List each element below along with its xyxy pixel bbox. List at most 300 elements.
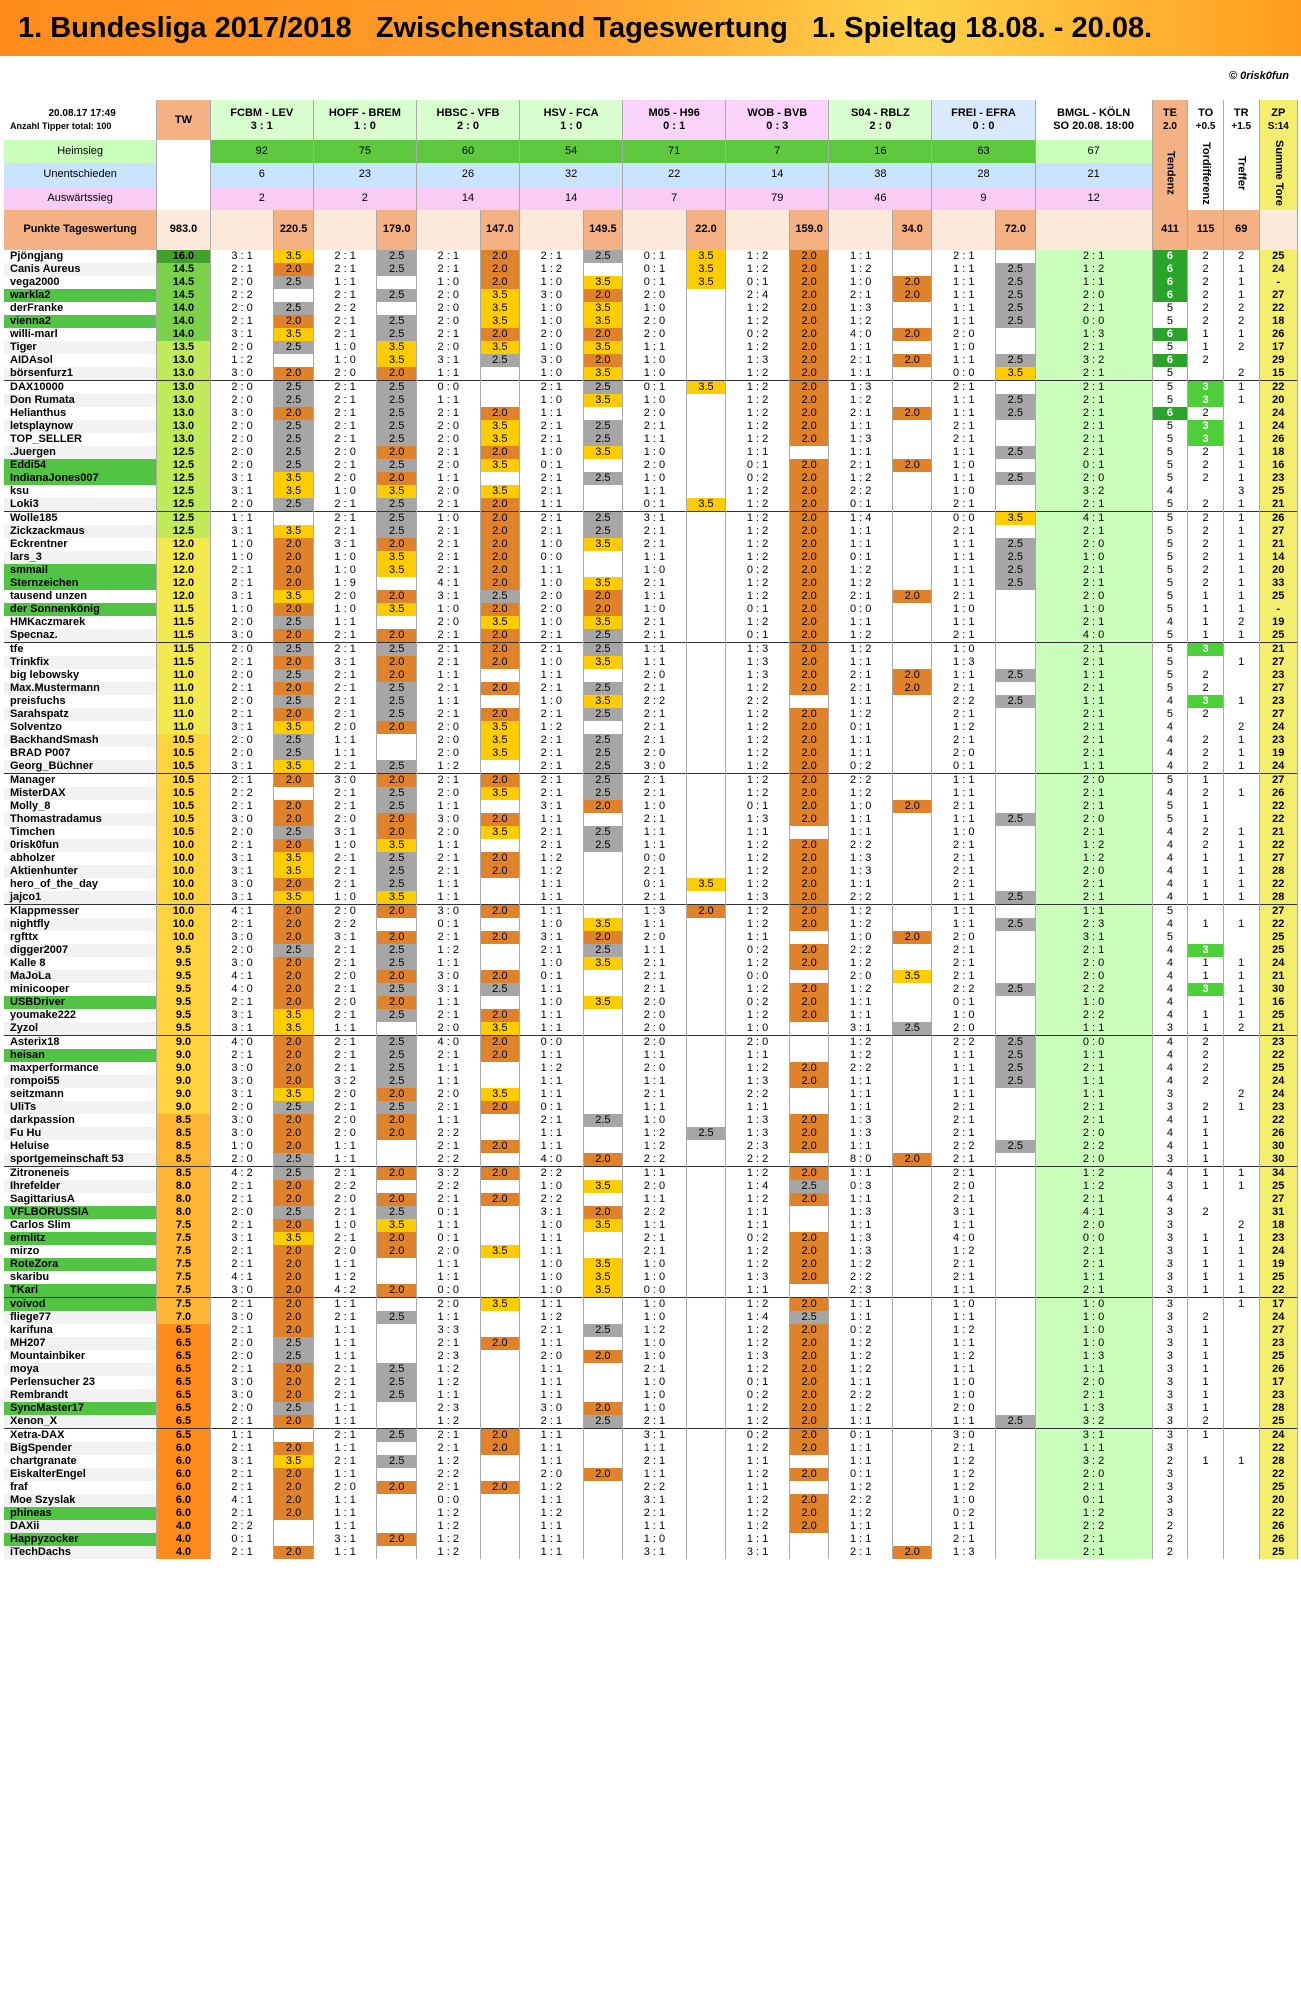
- tip-points: 2.5: [996, 891, 1035, 905]
- tip-points: 3.5: [274, 485, 313, 498]
- to-value: 3: [1188, 380, 1224, 394]
- tip-score: 0 : 0: [623, 852, 687, 865]
- tip-score: 2 : 1: [829, 1546, 893, 1559]
- tip-points: 2.0: [480, 1442, 519, 1455]
- tip-points: 2.0: [274, 1180, 313, 1193]
- player-name: IndianaJones007: [4, 472, 157, 485]
- player-name: Xenon_X: [4, 1415, 157, 1429]
- tw-value: 13.5: [157, 341, 210, 354]
- tip-points: [480, 1258, 519, 1271]
- tip-points: 2.0: [377, 931, 416, 944]
- to-value: [1188, 1468, 1224, 1481]
- tip-score: 1 : 1: [520, 1049, 584, 1062]
- tip-score: 1 : 0: [932, 603, 996, 616]
- player-name: DAXii: [4, 1520, 157, 1533]
- tr-value: [1223, 1035, 1259, 1049]
- tip-score: 2 : 1: [932, 1153, 996, 1167]
- tip-points: 2.5: [274, 826, 313, 839]
- tip-score: 1 : 1: [313, 734, 377, 747]
- tw-value: 14.5: [157, 263, 210, 276]
- te-value: 4: [1152, 1009, 1188, 1022]
- tip-score: 2 : 0: [210, 669, 274, 682]
- tip-score: 1 : 1: [932, 813, 996, 826]
- tip-score: 1 : 1: [520, 1546, 584, 1559]
- tip-score: 1 : 1: [829, 1297, 893, 1311]
- player-name: Eddi54: [4, 459, 157, 472]
- tip-open-match: 2 : 2: [1035, 1520, 1152, 1533]
- tip-score: 1 : 1: [313, 1324, 377, 1337]
- tip-score: 1 : 0: [520, 276, 584, 289]
- tip-score: 1 : 1: [932, 1049, 996, 1062]
- te-value: 4: [1152, 918, 1188, 931]
- tip-points: 2.0: [480, 1009, 519, 1022]
- tip-score: 1 : 1: [726, 826, 790, 839]
- zp-value: 23: [1259, 1035, 1297, 1049]
- tip-score: 2 : 1: [210, 1258, 274, 1271]
- tip-score: 1 : 1: [623, 1101, 687, 1114]
- te-value: 6: [1152, 276, 1188, 289]
- tip-score: 4 : 1: [210, 970, 274, 983]
- stat-value: 60: [416, 140, 519, 163]
- tip-points: 2.0: [789, 341, 828, 354]
- tip-points: [686, 315, 725, 328]
- zp-value: 17: [1259, 1297, 1297, 1311]
- tip-points: [892, 1494, 931, 1507]
- tr-value: 1: [1223, 747, 1259, 760]
- tip-points: [996, 970, 1035, 983]
- tip-score: 2 : 1: [313, 250, 377, 263]
- tip-points: [480, 1219, 519, 1232]
- tip-points: 2.0: [892, 931, 931, 944]
- tip-open-match: 2 : 1: [1035, 747, 1152, 760]
- tr-value: 1: [1223, 629, 1259, 643]
- zp-value: 20: [1259, 394, 1297, 407]
- tip-score: 2 : 0: [210, 302, 274, 315]
- tip-points: 2.5: [996, 446, 1035, 459]
- tw-value: 10.5: [157, 734, 210, 747]
- te-value: 5: [1152, 498, 1188, 512]
- tip-score: 2 : 1: [623, 1232, 687, 1245]
- te-value: 3: [1152, 1415, 1188, 1429]
- tr-value: [1223, 773, 1259, 787]
- player-name: BackhandSmash: [4, 734, 157, 747]
- table-row: [4, 747, 1298, 760]
- tip-points: 2.5: [789, 1311, 828, 1324]
- tip-score: 1 : 1: [932, 315, 996, 328]
- player-name: phineas: [4, 1507, 157, 1520]
- tip-points: [686, 1284, 725, 1298]
- tip-score: 2 : 1: [623, 1415, 687, 1429]
- tip-points: [892, 380, 931, 394]
- tip-points: [892, 1193, 931, 1206]
- tip-points: [892, 1127, 931, 1140]
- tip-open-match: 2 : 0: [1035, 865, 1152, 878]
- tw-value: 4.0: [157, 1520, 210, 1533]
- tip-points: [686, 708, 725, 721]
- to-value: 1: [1188, 1428, 1224, 1442]
- tip-score: 2 : 0: [313, 721, 377, 734]
- tip-score: 2 : 1: [210, 263, 274, 276]
- tip-points: 2.0: [789, 276, 828, 289]
- tip-points: [480, 800, 519, 813]
- table-row: [4, 1455, 1298, 1468]
- table-row: [4, 1324, 1298, 1337]
- tip-score: 1 : 1: [313, 747, 377, 760]
- tip-score: 2 : 1: [623, 616, 687, 629]
- tip-points: [686, 996, 725, 1009]
- tw-value: 6.0: [157, 1494, 210, 1507]
- page-title: 1. Bundesliga 2017/2018 Zwischenstand Tageswertung 1. Spieltag 18.08. - 20.08.: [18, 11, 1153, 44]
- tip-points: 2.5: [274, 276, 313, 289]
- vertical-label: Tordifferenz: [1200, 141, 1213, 205]
- tip-points: 2.5: [996, 263, 1035, 276]
- tip-points: [892, 996, 931, 1009]
- tip-score: 2 : 0: [416, 485, 480, 498]
- tip-points: 2.5: [892, 1022, 931, 1036]
- tip-score: 0 : 1: [416, 1206, 480, 1219]
- tip-score: 1 : 2: [726, 839, 790, 852]
- tip-open-match: 2 : 1: [1035, 341, 1152, 354]
- table-row: [4, 682, 1298, 695]
- tip-points: 3.5: [583, 1180, 622, 1193]
- tip-points: 2.0: [789, 1114, 828, 1127]
- tip-score: 2 : 2: [829, 839, 893, 852]
- tip-score: 1 : 2: [416, 944, 480, 957]
- tip-points: [686, 564, 725, 577]
- tip-score: 2 : 1: [416, 498, 480, 512]
- tip-open-match: 0 : 1: [1035, 459, 1152, 472]
- tip-points: [377, 1271, 416, 1284]
- tip-points: 2.5: [274, 695, 313, 708]
- tip-score: 1 : 0: [520, 656, 584, 669]
- to-value: 1: [1188, 865, 1224, 878]
- tip-open-match: 2 : 1: [1035, 1546, 1152, 1559]
- stat-value: 26: [416, 163, 519, 186]
- tip-score: 1 : 1: [520, 891, 584, 905]
- tip-points: [686, 1271, 725, 1284]
- to-value: [1188, 1297, 1224, 1311]
- tip-points: 2.5: [274, 446, 313, 459]
- tip-score: 2 : 1: [829, 669, 893, 682]
- tip-points: 2.5: [583, 1415, 622, 1429]
- table-row: [4, 1258, 1298, 1271]
- tr-value: [1223, 1363, 1259, 1376]
- tip-score: 1 : 2: [829, 1337, 893, 1350]
- tip-score: 3 : 1: [313, 1533, 377, 1546]
- tip-score: 2 : 1: [623, 957, 687, 970]
- tip-score: 2 : 1: [210, 1415, 274, 1429]
- tip-score: 3 : 0: [210, 957, 274, 970]
- tip-score: 1 : 1: [520, 878, 584, 891]
- tip-points: 2.0: [789, 852, 828, 865]
- tr-value: 1: [1223, 459, 1259, 472]
- tip-points: [686, 734, 725, 747]
- tip-points: [583, 407, 622, 420]
- tip-points: 2.5: [377, 315, 416, 328]
- tip-score: 1 : 2: [623, 1324, 687, 1337]
- tip-open-match: 1 : 1: [1035, 1022, 1152, 1036]
- player-name: BRAD P007: [4, 747, 157, 760]
- te-value: 4: [1152, 747, 1188, 760]
- tip-score: 2 : 1: [210, 996, 274, 1009]
- tip-points: 3.5: [686, 498, 725, 512]
- tip-score: 2 : 0: [932, 1402, 996, 1415]
- tip-points: 2.5: [274, 1153, 313, 1167]
- player-name: Happyzocker: [4, 1533, 157, 1546]
- tip-points: [377, 1337, 416, 1350]
- tip-points: [686, 918, 725, 931]
- tip-points: 2.0: [377, 773, 416, 787]
- te-value: 3: [1152, 1088, 1188, 1101]
- tip-score: 2 : 1: [829, 289, 893, 302]
- tip-points: 2.0: [480, 551, 519, 564]
- tip-points: [377, 918, 416, 931]
- tip-points: 2.0: [789, 498, 828, 512]
- punkte-value: 147.0: [480, 210, 519, 250]
- tw-value: 12.5: [157, 446, 210, 459]
- tip-score: 1 : 1: [829, 1140, 893, 1153]
- player-name: AIDAsol: [4, 354, 157, 367]
- tip-points: [583, 1035, 622, 1049]
- tip-points: 2.0: [377, 669, 416, 682]
- tip-points: [686, 1533, 725, 1546]
- tw-value: 10.0: [157, 904, 210, 918]
- tip-points: 2.0: [583, 289, 622, 302]
- zp-value: 22: [1259, 813, 1297, 826]
- tip-points: 2.5: [996, 577, 1035, 590]
- tip-score: 0 : 0: [416, 1284, 480, 1298]
- tip-points: [996, 1494, 1035, 1507]
- tip-points: 3.5: [274, 1022, 313, 1036]
- player-name: karifuna: [4, 1324, 157, 1337]
- tip-open-match: 0 : 1: [1035, 1494, 1152, 1507]
- tr-value: 1: [1223, 420, 1259, 433]
- tip-points: 2.0: [789, 407, 828, 420]
- te-value: 5: [1152, 420, 1188, 433]
- tip-points: 2.0: [789, 773, 828, 787]
- tw-value: 7.5: [157, 1245, 210, 1258]
- to-value: 2: [1188, 682, 1224, 695]
- tip-points: 2.0: [583, 800, 622, 813]
- tip-score: 3 : 1: [210, 525, 274, 538]
- tip-points: [480, 944, 519, 957]
- tw-value: 6.0: [157, 1455, 210, 1468]
- stat-value: 14: [416, 187, 519, 210]
- tip-score: 1 : 1: [829, 813, 893, 826]
- tip-score: 1 : 2: [932, 1455, 996, 1468]
- tip-score: 1 : 0: [313, 341, 377, 354]
- te-value: 3: [1152, 1507, 1188, 1520]
- tip-points: [892, 944, 931, 957]
- tip-points: [892, 302, 931, 315]
- tr-value: [1223, 1193, 1259, 1206]
- tip-score: 2 : 0: [210, 498, 274, 512]
- tip-score: 1 : 2: [210, 354, 274, 367]
- tip-score: 0 : 1: [416, 1232, 480, 1245]
- te-value: 5: [1152, 800, 1188, 813]
- table-row: [4, 1075, 1298, 1088]
- zp-value: 22: [1259, 800, 1297, 813]
- tip-points: [377, 1402, 416, 1415]
- tip-points: [892, 760, 931, 774]
- tip-score: 3 : 1: [416, 590, 480, 603]
- tr-value: 1: [1223, 996, 1259, 1009]
- tw-value: 7.5: [157, 1258, 210, 1271]
- tip-points: [274, 1428, 313, 1442]
- tip-points: 2.0: [583, 1402, 622, 1415]
- tip-score: 2 : 0: [313, 1127, 377, 1140]
- tip-score: 3 : 1: [623, 1546, 687, 1559]
- tip-score: 1 : 2: [726, 721, 790, 734]
- tip-points: 2.5: [274, 394, 313, 407]
- tip-points: 2.0: [789, 1062, 828, 1075]
- tip-open-match: 1 : 3: [1035, 1350, 1152, 1363]
- tip-score: 2 : 1: [623, 787, 687, 800]
- table-row: [4, 760, 1298, 774]
- player-name: skaribu: [4, 1271, 157, 1284]
- tip-score: 1 : 3: [829, 433, 893, 446]
- te-value: 4: [1152, 996, 1188, 1009]
- tip-points: [480, 996, 519, 1009]
- tip-points: 2.5: [377, 289, 416, 302]
- table-row: [4, 1468, 1298, 1481]
- zp-value: 21: [1259, 498, 1297, 512]
- tip-score: 1 : 1: [520, 813, 584, 826]
- tip-score: 2 : 1: [520, 1114, 584, 1127]
- tip-score: 1 : 1: [829, 1311, 893, 1324]
- tip-points: [583, 721, 622, 734]
- tip-points: [892, 1232, 931, 1245]
- tip-points: 2.0: [583, 1350, 622, 1363]
- tw-value: 13.0: [157, 394, 210, 407]
- zp-value: 27: [1259, 852, 1297, 865]
- tip-score: 0 : 1: [932, 996, 996, 1009]
- tip-points: [892, 878, 931, 891]
- tip-score: 2 : 1: [520, 773, 584, 787]
- punkte-value: 22.0: [686, 210, 725, 250]
- tip-score: 0 : 1: [520, 459, 584, 472]
- tip-score: 2 : 2: [829, 1271, 893, 1284]
- tip-open-match: 2 : 0: [1035, 289, 1152, 302]
- tip-score: 1 : 0: [313, 839, 377, 852]
- zp-value: 25: [1259, 590, 1297, 603]
- tip-points: 2.0: [789, 813, 828, 826]
- tip-points: [996, 1284, 1035, 1298]
- table-row: [4, 852, 1298, 865]
- tip-points: 3.5: [686, 878, 725, 891]
- tip-points: 2.0: [274, 996, 313, 1009]
- tip-score: 2 : 1: [623, 1088, 687, 1101]
- tr-value: 1: [1223, 918, 1259, 931]
- tip-points: 2.0: [480, 1193, 519, 1206]
- punkte-value: 179.0: [377, 210, 416, 250]
- player-name: nightfly: [4, 918, 157, 931]
- tip-points: 2.0: [789, 1507, 828, 1520]
- te-value: 3: [1152, 1284, 1188, 1298]
- tip-score: 1 : 0: [210, 603, 274, 616]
- tip-score: 1 : 0: [623, 603, 687, 616]
- te-value: 3: [1152, 1481, 1188, 1494]
- tip-points: [996, 747, 1035, 760]
- tip-score: 2 : 1: [313, 1062, 377, 1075]
- tip-points: [892, 1075, 931, 1088]
- to-value: 2: [1188, 839, 1224, 852]
- extra-header-zp: [1259, 100, 1297, 140]
- tip-score: 1 : 0: [520, 577, 584, 590]
- tip-score: 1 : 1: [932, 669, 996, 682]
- tip-score: 2 : 0: [210, 341, 274, 354]
- tip-points: [789, 1101, 828, 1114]
- tip-score: 1 : 2: [313, 1271, 377, 1284]
- te-value: 5: [1152, 341, 1188, 354]
- tip-points: [686, 511, 725, 525]
- tip-points: [892, 1049, 931, 1062]
- tip-score: 3 : 1: [932, 1206, 996, 1219]
- tip-score: 2 : 1: [210, 1219, 274, 1232]
- tip-score: 1 : 1: [932, 302, 996, 315]
- tip-points: [996, 931, 1035, 944]
- tip-points: 2.5: [583, 773, 622, 787]
- tip-score: 0 : 1: [829, 721, 893, 734]
- te-value: 5: [1152, 669, 1188, 682]
- zp-value: 27: [1259, 656, 1297, 669]
- tip-score: 1 : 1: [520, 1140, 584, 1153]
- tip-points: 2.5: [996, 1415, 1035, 1429]
- to-value: 2: [1188, 577, 1224, 590]
- tip-score: 2 : 3: [416, 1350, 480, 1363]
- tip-points: [480, 839, 519, 852]
- tip-open-match: 1 : 1: [1035, 1442, 1152, 1455]
- to-value: 2: [1188, 760, 1224, 774]
- tip-score: 0 : 1: [726, 629, 790, 643]
- tw-value: 6.5: [157, 1350, 210, 1363]
- tr-value: 3: [1223, 485, 1259, 498]
- player-name: letsplaynow: [4, 420, 157, 433]
- tip-points: [686, 1180, 725, 1193]
- zp-value: 33: [1259, 577, 1297, 590]
- tw-value: 12.0: [157, 551, 210, 564]
- tip-points: 2.0: [789, 1009, 828, 1022]
- player-name: Timchen: [4, 826, 157, 839]
- tip-points: [686, 682, 725, 695]
- tip-points: 2.0: [789, 800, 828, 813]
- tw-value: 14.0: [157, 315, 210, 328]
- tip-points: 3.5: [480, 747, 519, 760]
- tip-score: 0 : 2: [829, 760, 893, 774]
- tip-score: 2 : 1: [416, 656, 480, 669]
- tip-score: 1 : 1: [829, 1193, 893, 1206]
- tip-score: 2 : 0: [623, 407, 687, 420]
- tip-points: 2.0: [789, 250, 828, 263]
- tw-value: 11.0: [157, 682, 210, 695]
- timestamp: 20.08.17 17:49: [48, 108, 116, 119]
- tip-points: 2.0: [274, 1297, 313, 1311]
- zp-value: 27: [1259, 1324, 1297, 1337]
- player-name: chartgranate: [4, 1455, 157, 1468]
- tip-points: [583, 878, 622, 891]
- tip-score: 1 : 3: [726, 1114, 790, 1127]
- stat-value: 21: [1035, 163, 1152, 186]
- tip-points: 2.5: [377, 1363, 416, 1376]
- table-row: [4, 904, 1298, 918]
- tip-points: [892, 1219, 931, 1232]
- tw-value: 13.0: [157, 354, 210, 367]
- tip-points: [377, 1507, 416, 1520]
- to-value: 2: [1188, 354, 1224, 367]
- tip-score: 3 : 2: [313, 1075, 377, 1088]
- tip-score: 1 : 2: [726, 341, 790, 354]
- tip-points: 3.5: [274, 1088, 313, 1101]
